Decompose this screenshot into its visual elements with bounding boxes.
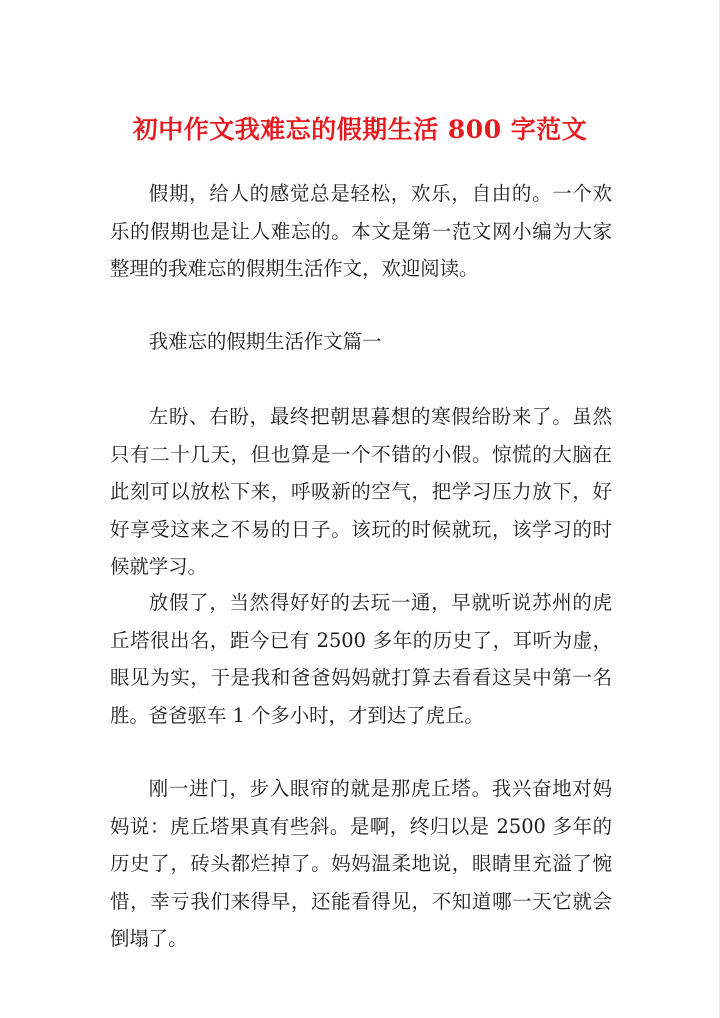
body-paragraph: 左盼、右盼，最终把朝思暮想的寒假给盼来了。虽然只有二十几天，但也算是一个不错的小假。惊慌的大脑在此刻可以放松下来，呼吸新的空气，把学习压力放下，好好享受这来之不易的日子。该玩的时候就玩，该学习的时候就学习。 — [110, 405, 612, 578]
intro-paragraph: 假期，给人的感觉总是轻松，欢乐，自由的。一个欢乐的假期也是让人难忘的。本文是第一范文网小编为大家整理的我难忘的假期生活作文，欢迎阅读。 — [110, 182, 612, 280]
document-title: 初中作文我难忘的假期生活 800 字范文 — [132, 115, 588, 144]
section-heading: 我难忘的假期生活作文篇一 — [148, 330, 382, 353]
body-paragraph: 刚一进门，步入眼帘的就是那虎丘塔。我兴奋地对妈妈说：虎丘塔果真有些斜。是啊，终归以是 2500 多年的历史了，砖头都烂掉了。妈妈温柔地说，眼睛里充溢了惋惜，幸亏我们来得早，还能看得见，不知道哪一天它就会倒塌了。 — [110, 777, 612, 950]
body-paragraph: 放假了，当然得好好的去玩一通，早就听说苏州的虎丘塔很出名，距今已有 2500 多年的历史了，耳听为虚，眼见为实，于是我和爸爸妈妈就打算去看看这吴中第一名胜。爸爸驱车 1 个多小时，才到达了虎丘。 — [110, 591, 612, 727]
